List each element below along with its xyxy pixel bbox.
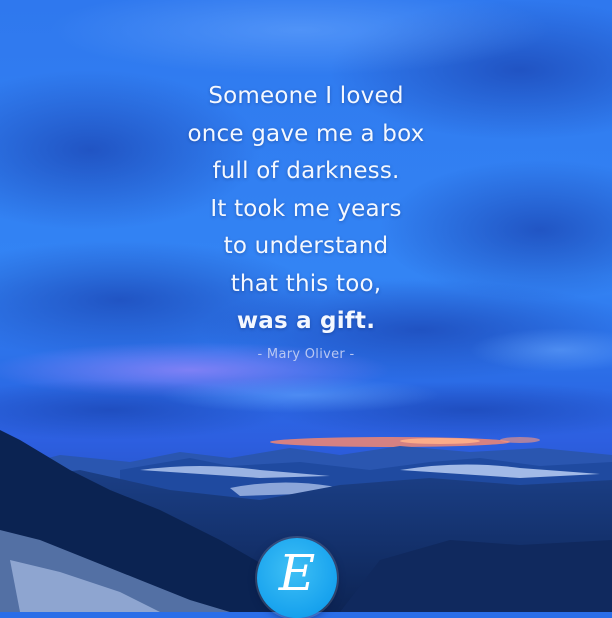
quote-line: It took me years	[210, 195, 402, 222]
quote-line: Someone I loved	[208, 83, 404, 109]
quote-line: to understand	[223, 233, 389, 259]
brand-logo	[257, 538, 337, 618]
script-e-logo-icon: E	[278, 544, 316, 602]
quote-line: once gave me a box	[187, 120, 425, 147]
quote-author: - Mary Oliver -	[257, 347, 355, 362]
quote-line: full of darkness.	[212, 158, 400, 184]
quote-text	[0, 78, 612, 341]
quote-line: that this too,	[230, 270, 382, 297]
quote-emphasis-line: was a gift.	[236, 308, 376, 334]
